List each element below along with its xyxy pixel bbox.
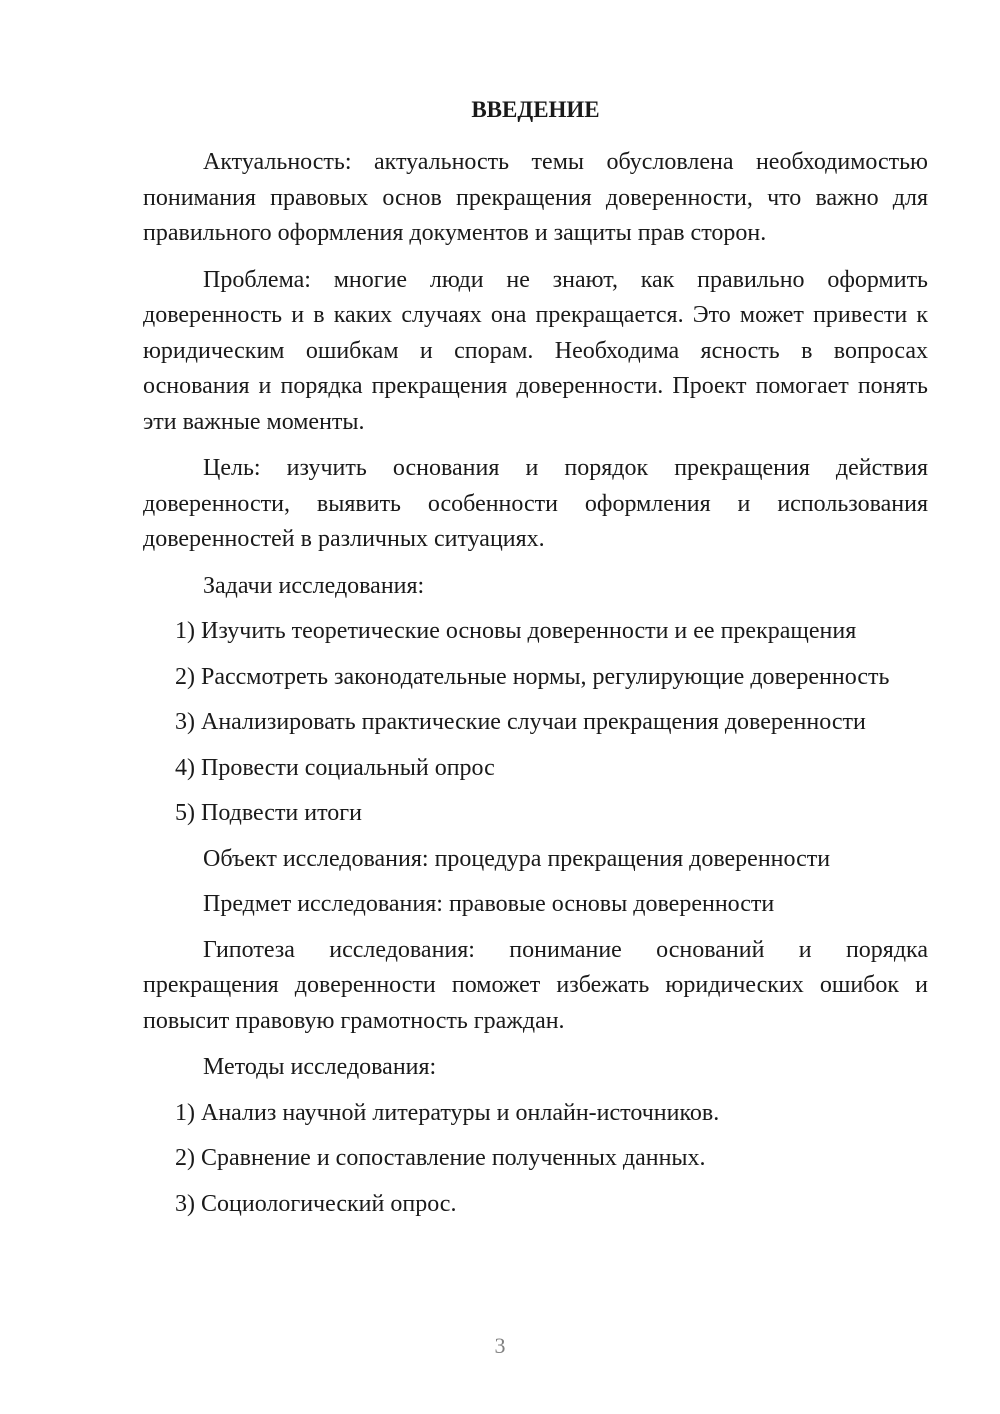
methods-heading: Методы исследования:: [203, 1054, 437, 1080]
page-title: ВВЕДЕНИЕ: [471, 97, 600, 122]
tasks-list: [143, 614, 928, 832]
goal-paragraph: Цель: изучить основания и порядок прекращения действия доверенности, выявить особенности оформления и использования доверенностей в различных ситуациях.: [143, 455, 928, 552]
list-item: 3) Социологический опрос.: [175, 1190, 457, 1217]
page-content: [143, 92, 928, 1232]
relevance-paragraph: Актуальность: актуальность темы обусловлена необходимостью понимания правовых основ прекращения доверенности, что важно для правильного оформления документов и защиты прав сторон.: [143, 149, 928, 246]
object-line: Объект исследования: процедура прекращения доверенности: [203, 845, 831, 872]
list-item: 2) Рассмотреть законодательные нормы, регулирующие доверенность: [175, 663, 890, 690]
list-item: 5) Подвести итоги: [175, 800, 362, 826]
hypothesis-paragraph: Гипотеза исследования: понимание оснований и порядка прекращения доверенности поможет избежать юридических ошибок и повысит правовую грамотность граждан.: [143, 936, 928, 1034]
list-item: 3) Анализировать практические случаи прекращения доверенности: [175, 709, 866, 735]
list-item: 1) Изучить теоретические основы доверенности и ее прекращения: [175, 618, 857, 644]
list-item: 2) Сравнение и сопоставление полученных данных.: [175, 1145, 706, 1171]
subject-line: Предмет исследования: правовые основы доверенности: [203, 891, 775, 917]
problem-paragraph: Проблема: многие люди не знают, как правильно оформить доверенность и в каких случаях она прекращается. Это может привести к юридическим ошибкам и спорам. Необходима ясность в вопросах основания и порядка прекращения доверенности. Проект помогает понять эти важные моменты.: [143, 266, 928, 435]
list-item: 4) Провести социальный опрос: [175, 754, 495, 781]
methods-list: [143, 1096, 928, 1223]
tasks-heading: Задачи исследования:: [203, 572, 425, 599]
page-number: 3: [494, 1333, 506, 1358]
list-item: 1) Анализ научной литературы и онлайн-источников.: [175, 1099, 720, 1126]
